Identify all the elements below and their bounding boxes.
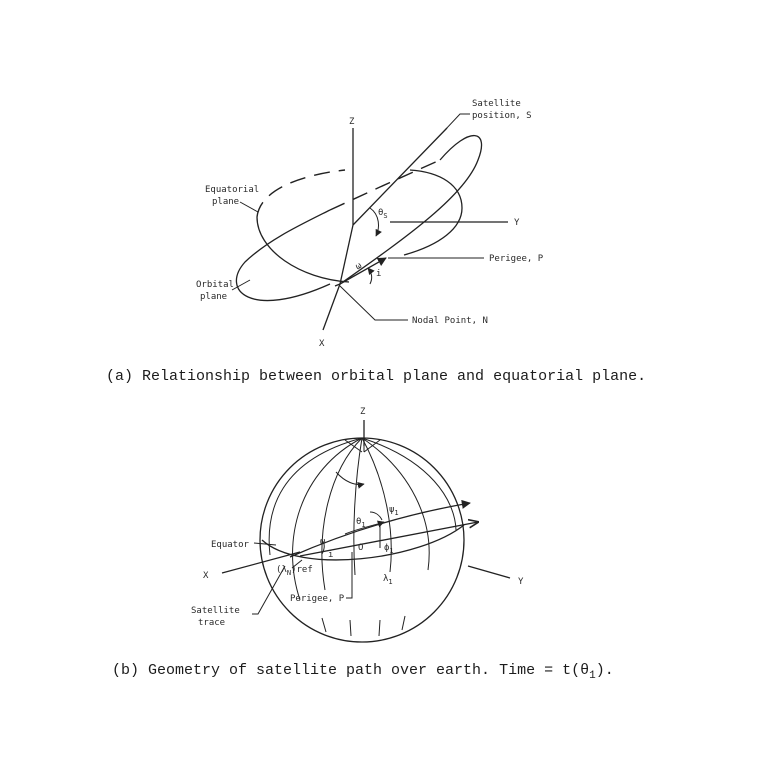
x-label-a: X — [319, 339, 325, 349]
trace-label-2: trace — [198, 618, 226, 628]
satellite-label-2: position, S — [472, 111, 532, 121]
satellite-label-1: Satellite — [472, 99, 521, 109]
y-label-b: Y — [518, 577, 524, 587]
caption-b: (b) Geometry of satellite path over earth. Time = $t(\theta_1)$. — [112, 662, 614, 682]
z-label-a: Z — [349, 117, 355, 127]
orbital-label-2: plane — [200, 292, 228, 302]
x-label-b: X — [203, 571, 209, 581]
lambda-ref-label: $(\lambda_N)ref$ — [276, 565, 313, 577]
theta1-label: $\theta_1$ — [356, 517, 366, 529]
incl-label-b: i — [328, 550, 334, 560]
z-label-b: Z — [360, 407, 366, 417]
caption-a: (a) Relationship between orbital plane and equatorial plane. — [106, 368, 647, 385]
satellite-leader — [445, 114, 470, 130]
trace-label-1: Satellite — [191, 606, 240, 616]
equatorial-label-1: Equatorial — [205, 185, 260, 195]
y-axis-b — [468, 566, 510, 578]
incl-arc-a — [368, 268, 372, 284]
equatorial-leader — [240, 202, 258, 212]
y-label-a: Y — [514, 218, 520, 228]
lambda1-label: $\lambda_1$ — [383, 574, 393, 586]
nodal-leader — [340, 286, 408, 320]
figure-a — [106, 99, 646, 385]
figure-b — [112, 407, 614, 682]
omega-label-b: ω — [320, 537, 326, 547]
meridians — [269, 434, 456, 636]
perigee-label-b: Perigee, P — [290, 594, 345, 604]
psi1-label: $\psi_1$ — [389, 505, 399, 517]
omega-label-a: ω — [354, 260, 364, 273]
top-arc — [336, 472, 364, 485]
perigee-label-a: Perigee, P — [489, 254, 544, 264]
x-axis-a — [323, 284, 340, 330]
equatorial-label-2: plane — [212, 197, 240, 207]
nodal-label: Nodal Point, N — [412, 316, 488, 326]
incl-label-a: i — [376, 269, 382, 279]
phi1-label: $\phi_1$ — [384, 543, 394, 555]
orbital-leader — [232, 280, 250, 290]
nodal-line-a — [340, 225, 353, 284]
orbital-label-1: Orbital — [196, 280, 234, 290]
psi-arc — [370, 512, 382, 520]
satellite-radius-line — [353, 128, 447, 225]
theta-s-label: $\theta_S$ — [378, 208, 388, 220]
equator-label: Equator — [211, 540, 249, 550]
earth-sphere — [260, 438, 464, 642]
origin-label: O — [358, 543, 364, 553]
